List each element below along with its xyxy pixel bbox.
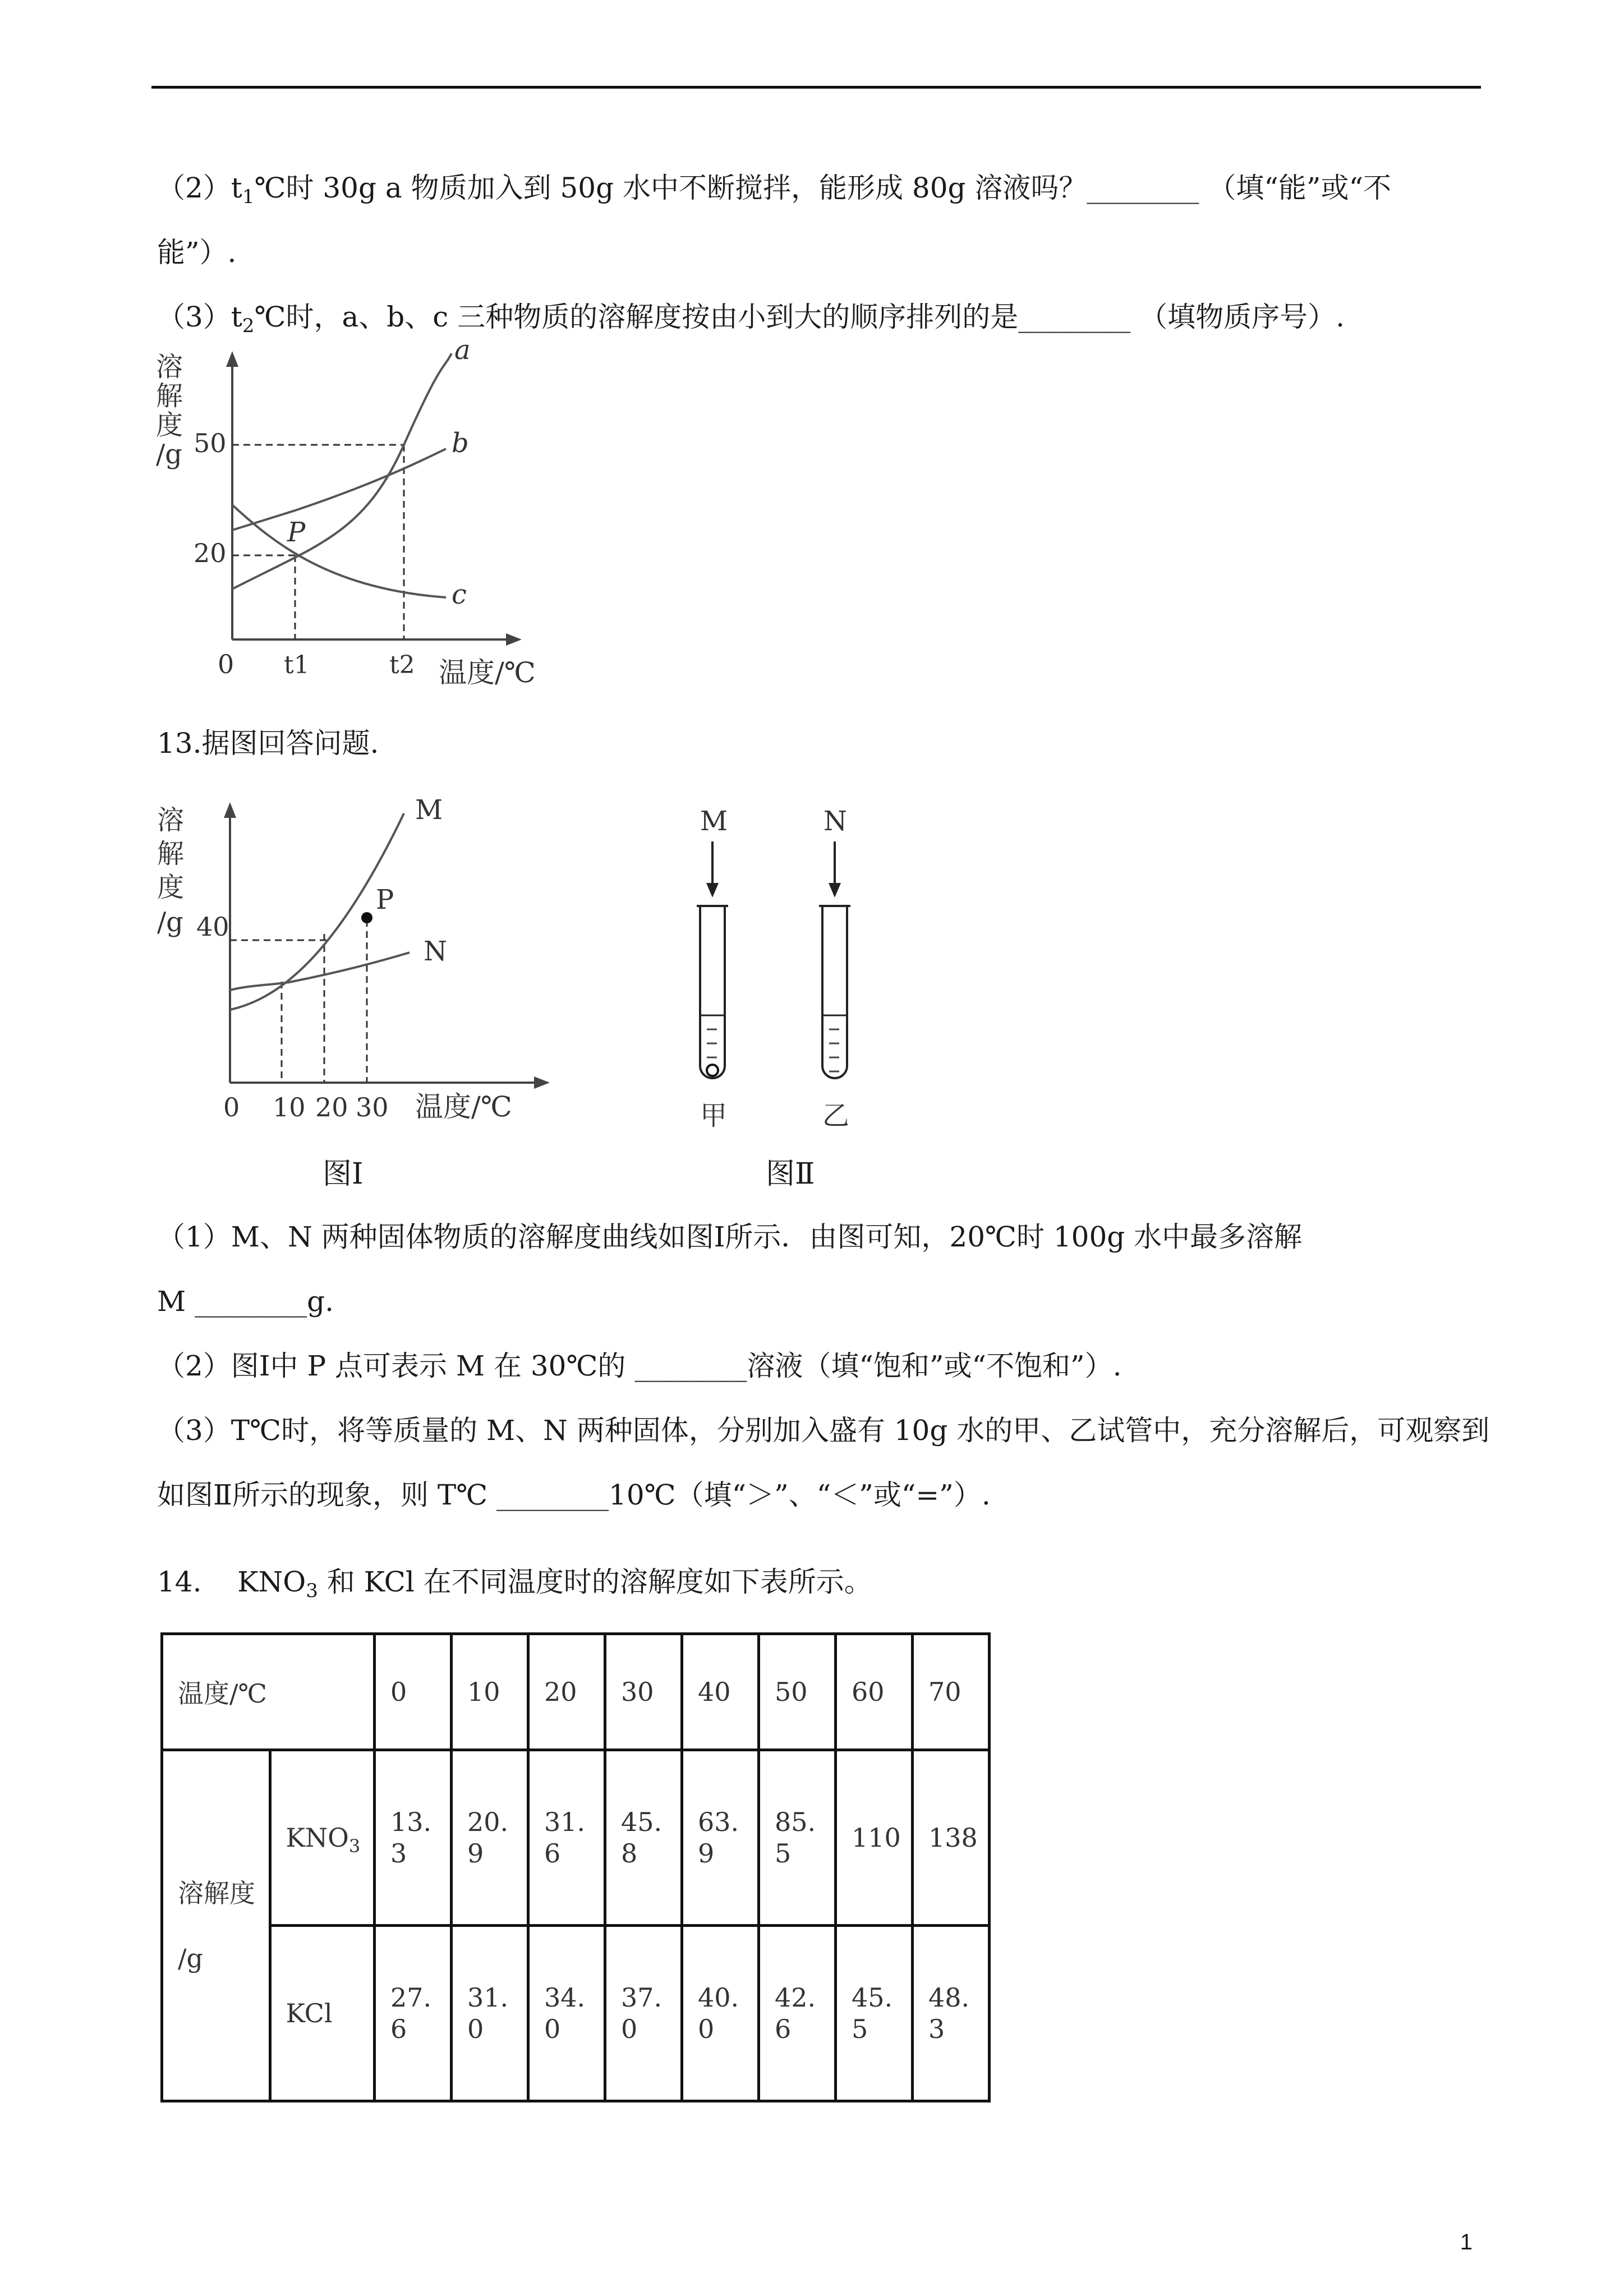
temp-cell: 50: [759, 1634, 836, 1750]
value-cell: 45. 5: [836, 1926, 913, 2101]
value-cell: 85. 5: [759, 1750, 836, 1926]
x-tick-20: 20: [315, 1092, 348, 1122]
tube-label-m: M: [700, 806, 728, 837]
q12-part2-line2: 能”）.: [157, 236, 237, 269]
temp-cell: 30: [605, 1634, 682, 1750]
ylabel-char: 度: [157, 872, 185, 903]
solubility-table: [160, 1632, 991, 2102]
y-tick-50: 50: [194, 428, 227, 458]
value-cell: 63. 9: [682, 1750, 759, 1926]
table-row-kcl: [162, 1926, 990, 2101]
value-cell: 40. 0: [682, 1926, 759, 2101]
test-tube-jia: [700, 906, 725, 1078]
curve-label-c: c: [452, 579, 467, 610]
temp-cell: 70: [913, 1634, 990, 1750]
origin-label: 0: [223, 1092, 240, 1122]
curve-label-b: b: [452, 427, 469, 459]
value-cell: 20. 9: [452, 1750, 528, 1926]
temp-cell: 60: [836, 1634, 913, 1750]
x-axis-label: 温度/℃: [415, 1091, 512, 1123]
ylabel-char: 解: [156, 380, 183, 412]
solubility-figure-abc: [151, 334, 544, 690]
curve-label-m: M: [415, 794, 443, 826]
q13-part1-line2: M ________g.: [157, 1285, 334, 1318]
ylabel-char: /g: [156, 439, 182, 470]
q13-part3-line2: 如图Ⅱ所示的现象，则 T℃ ________10℃（填“＞”、“＜”或“=”）.: [157, 1479, 991, 1511]
point-p: [361, 912, 372, 923]
origin-label: 0: [218, 649, 234, 679]
point-label-p: P: [376, 884, 394, 915]
value-cell: 27. 6: [375, 1926, 452, 2101]
table-row-kno3: [162, 1750, 990, 1926]
figure-1-caption: 图Ⅰ: [323, 1157, 364, 1191]
y-axis-arrow: [226, 351, 238, 367]
temp-cell: 40: [682, 1634, 759, 1750]
y-axis-arrow: [224, 802, 236, 818]
temp-cell: 0: [375, 1634, 452, 1750]
q13-part3-line1: （3）T℃时，将等质量的 M、N 两种固体，分别加入盛有 10g 水的甲、乙试管中，充分溶解后，可观察到: [157, 1414, 1490, 1447]
curve-b: [232, 449, 446, 530]
tube-label-n: N: [823, 806, 847, 837]
y-tick-20: 20: [194, 538, 227, 568]
arrow-m-head: [706, 883, 719, 898]
solubility-label: 溶解度 /g: [162, 1750, 270, 2101]
curve-label-a: a: [454, 334, 471, 366]
temp-header: 温度/℃: [162, 1634, 375, 1750]
ylabel-char: /g: [157, 907, 183, 938]
value-cell: 110: [836, 1750, 913, 1926]
undissolved-solid: [707, 1065, 718, 1076]
page-number: 1: [1460, 2230, 1473, 2254]
q14-prompt: 14. $KNO_3$ 和 KCl 在不同温度时的溶解度如下表所示。: [157, 1566, 872, 1602]
point-label-p: P: [287, 517, 306, 548]
q13-part2: （2）图Ⅰ中 P 点可表示 M 在 30℃的 ________溶液（填“饱和”或“不饱和”）.: [157, 1350, 1122, 1382]
value-cell: 37. 0: [605, 1926, 682, 2101]
value-cell: 42. 6: [759, 1926, 836, 2101]
x-axis-label: 温度/℃: [439, 656, 536, 689]
test-tubes-figure: [690, 802, 892, 1139]
q12-part2-line1: $(2)t_1℃$时 30g a 物质加入到 50g 水中不断搅拌，能形成 80g 溶液吗？________ （填“能”或“不: [157, 172, 1392, 208]
value-cell: 31. 0: [452, 1926, 528, 2101]
temp-cell: 20: [528, 1634, 605, 1750]
ylabel-char: 度: [156, 409, 183, 441]
header-rule: [151, 86, 1481, 89]
substance-kno3: $KNO_3$: [270, 1750, 374, 1926]
value-cell: 45. 8: [605, 1750, 682, 1926]
arrow-n-head: [829, 883, 841, 898]
x-tick-t1: t1: [284, 651, 310, 679]
curve-label-n: N: [424, 936, 447, 967]
x-tick-30: 30: [356, 1092, 389, 1122]
temp-cell: 10: [452, 1634, 528, 1750]
test-tube-yi: [822, 906, 847, 1078]
q12-part3: $(3)t_2℃$时，a、b、c 三种物质的溶解度按由小到大的顺序排列的是________ （填物质序号）.: [157, 301, 1345, 337]
ylabel-char: 溶: [156, 351, 183, 383]
q13-part1-line1: （1）M、N 两种固体物质的溶解度曲线如图Ⅰ所示．由图可知，20℃时 100g 水中最多溶解: [157, 1221, 1303, 1253]
ylabel-char: 解: [157, 838, 185, 869]
x-axis-arrow: [506, 633, 522, 646]
x-tick-10: 10: [273, 1092, 306, 1122]
substance-kcl: KCl: [270, 1926, 374, 2101]
value-cell: 31. 6: [528, 1750, 605, 1926]
x-tick-t2: t2: [389, 651, 415, 679]
y-tick-40: 40: [196, 912, 229, 942]
x-axis-arrow: [534, 1076, 550, 1089]
curve-n: [230, 953, 410, 990]
figure-2-caption: 图Ⅱ: [766, 1157, 815, 1191]
value-cell: 34. 0: [528, 1926, 605, 2101]
curve-c: [232, 505, 446, 597]
value-cell: 138: [913, 1750, 990, 1926]
table-header-row: [162, 1634, 990, 1750]
ylabel-char: 溶: [157, 804, 185, 836]
tube-caption-jia: 甲: [700, 1100, 728, 1131]
tube-caption-yi: 乙: [822, 1100, 850, 1131]
q13-title: 13.据图回答问题.: [157, 727, 379, 760]
value-cell: 13. 3: [375, 1750, 452, 1926]
solubility-figure-mn: [151, 794, 555, 1133]
curve-a: [232, 353, 452, 589]
value-cell: 48. 3: [913, 1926, 990, 2101]
